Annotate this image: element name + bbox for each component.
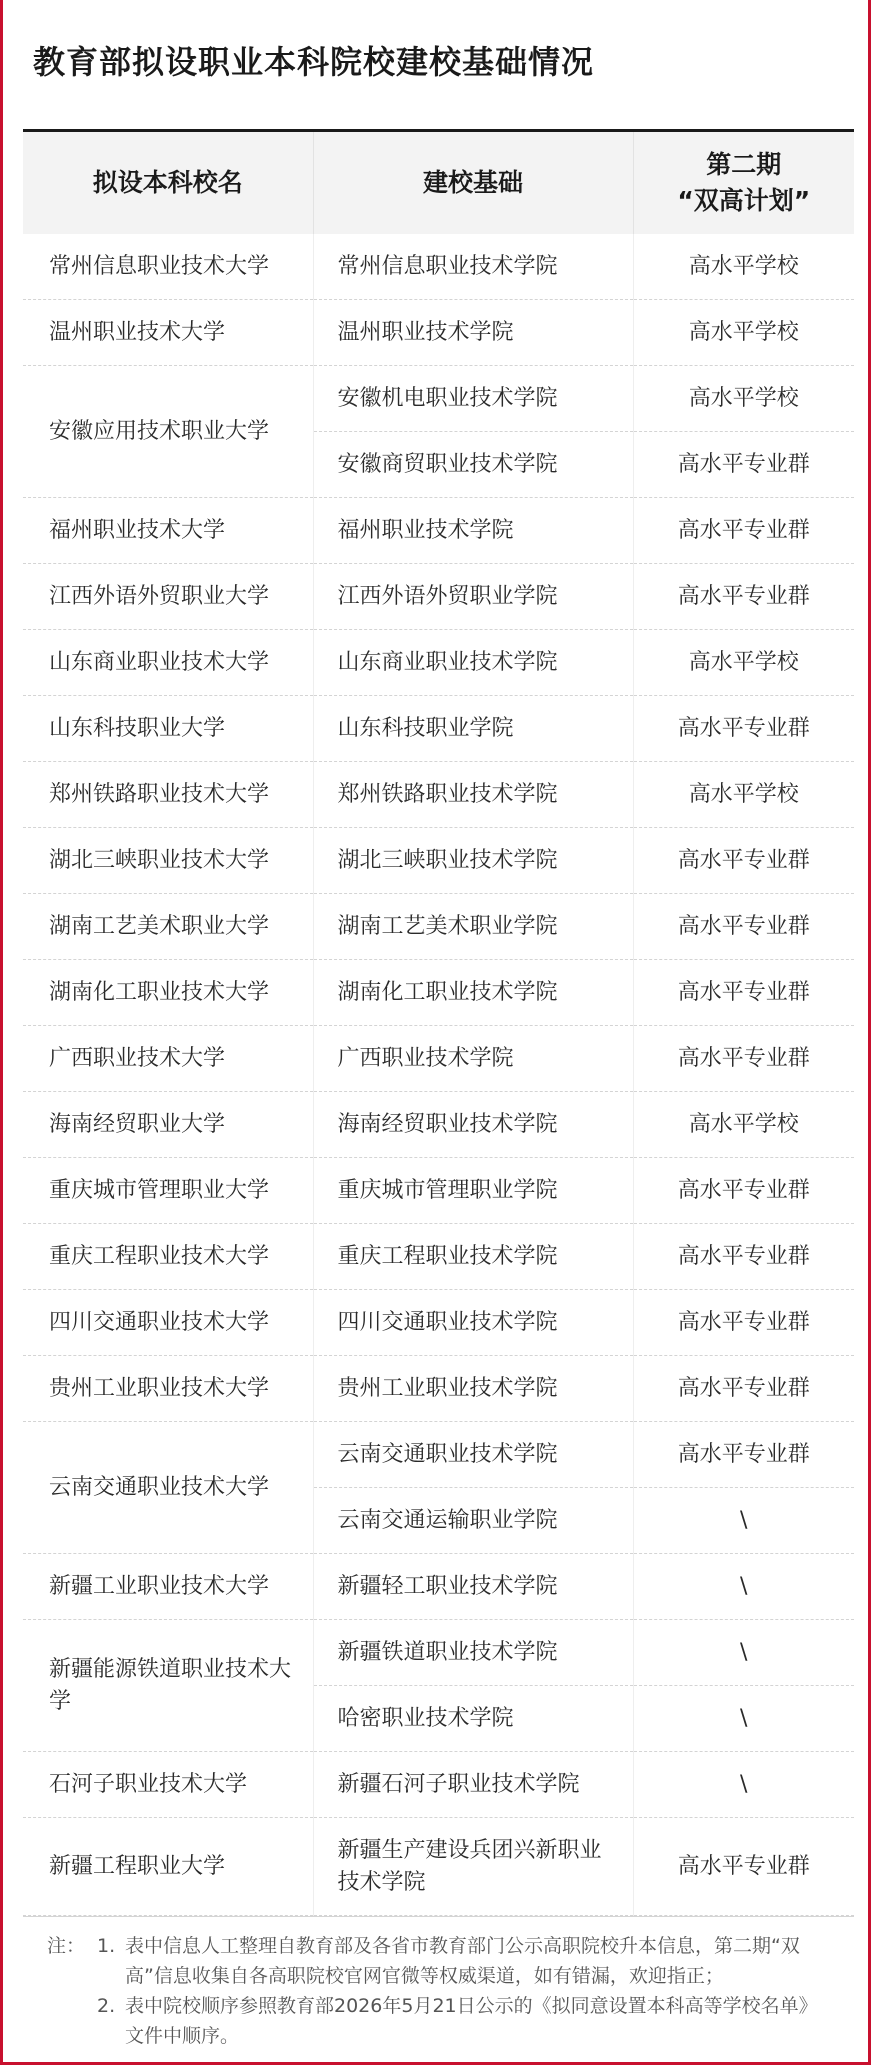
footnote-text: 表中信息人工整理自教育部及各省市教育部门公示高职院校升本信息，第二期“双高”信息收集自各高职院校官网官微等权威渠道，如有错漏，欢迎指正； bbox=[125, 1935, 800, 1987]
base-school-cell: 新疆石河子职业技术学院 bbox=[313, 1752, 633, 1818]
base-school-cell: 云南交通运输职业学院 bbox=[313, 1488, 633, 1554]
double-high-level-cell: 高水平专业群 bbox=[633, 960, 854, 1026]
table-row bbox=[23, 234, 854, 300]
table-row bbox=[23, 1092, 854, 1158]
base-school-cell: 新疆铁道职业技术学院 bbox=[313, 1620, 633, 1686]
base-school-cell: 郑州铁路职业技术学院 bbox=[313, 762, 633, 828]
table-row bbox=[23, 1554, 854, 1620]
double-high-level-cell: \ bbox=[633, 1752, 854, 1818]
double-high-level-cell: \ bbox=[633, 1488, 854, 1554]
school-name-cell: 湖北三峡职业技术大学 bbox=[23, 828, 313, 894]
school-name-cell: 新疆能源铁道职业技术大学 bbox=[23, 1620, 313, 1752]
footnote-text: 表中院校顺序参照教育部2026年5月21日公示的《拟同意设置本科高等学校名单》文件中顺序。 bbox=[125, 1995, 818, 2047]
base-school-cell: 湖北三峡职业技术学院 bbox=[313, 828, 633, 894]
base-school-cell: 安徽商贸职业技术学院 bbox=[313, 432, 633, 498]
school-name-cell: 郑州铁路职业技术大学 bbox=[23, 762, 313, 828]
table-row bbox=[23, 498, 854, 564]
table-row bbox=[23, 1752, 854, 1818]
base-school-cell: 新疆轻工职业技术学院 bbox=[313, 1554, 633, 1620]
footnote-number: 1. bbox=[97, 1935, 116, 1957]
school-name-cell: 湖南化工职业技术大学 bbox=[23, 960, 313, 1026]
footnote-number: 2. bbox=[97, 1995, 116, 2017]
base-school-cell: 重庆城市管理职业学院 bbox=[313, 1158, 633, 1224]
table-row bbox=[23, 300, 854, 366]
table-row bbox=[23, 1620, 854, 1686]
school-name-cell: 山东商业职业技术大学 bbox=[23, 630, 313, 696]
table-row bbox=[23, 1158, 854, 1224]
double-high-level-cell: 高水平专业群 bbox=[633, 1290, 854, 1356]
table-row bbox=[23, 1818, 854, 1916]
base-school-cell: 湖南工艺美术职业学院 bbox=[313, 894, 633, 960]
table-row bbox=[23, 1422, 854, 1488]
base-school-cell: 福州职业技术学院 bbox=[313, 498, 633, 564]
base-school-cell: 哈密职业技术学院 bbox=[313, 1686, 633, 1752]
footnote-2 bbox=[23, 1991, 854, 2051]
table-row bbox=[23, 1026, 854, 1092]
base-school-cell: 江西外语外贸职业学院 bbox=[313, 564, 633, 630]
school-name-cell: 江西外语外贸职业大学 bbox=[23, 564, 313, 630]
double-high-level-cell: \ bbox=[633, 1554, 854, 1620]
table-row bbox=[23, 762, 854, 828]
header-school-name: 拟设本科校名 bbox=[23, 132, 313, 234]
table-header bbox=[23, 132, 854, 234]
school-name-cell: 福州职业技术大学 bbox=[23, 498, 313, 564]
table-row bbox=[23, 366, 854, 432]
schools-table bbox=[23, 132, 854, 1916]
base-school-cell: 山东商业职业技术学院 bbox=[313, 630, 633, 696]
double-high-level-cell: 高水平专业群 bbox=[633, 1422, 854, 1488]
double-high-level-cell: 高水平专业群 bbox=[633, 1026, 854, 1092]
base-school-cell: 重庆工程职业技术学院 bbox=[313, 1224, 633, 1290]
double-high-level-cell: 高水平学校 bbox=[633, 300, 854, 366]
double-high-level-cell: 高水平学校 bbox=[633, 630, 854, 696]
school-name-cell: 重庆城市管理职业大学 bbox=[23, 1158, 313, 1224]
school-name-cell: 新疆工程职业大学 bbox=[23, 1818, 313, 1916]
table-body bbox=[23, 234, 854, 1916]
school-name-cell: 贵州工业职业技术大学 bbox=[23, 1356, 313, 1422]
double-high-level-cell: 高水平专业群 bbox=[633, 894, 854, 960]
base-school-cell: 海南经贸职业技术学院 bbox=[313, 1092, 633, 1158]
table-row bbox=[23, 828, 854, 894]
page-title: 教育部拟设职业本科院校建校基础情况 bbox=[33, 43, 595, 81]
footnote-1 bbox=[23, 1931, 854, 1991]
double-high-level-cell: 高水平学校 bbox=[633, 366, 854, 432]
double-high-level-cell: 高水平学校 bbox=[633, 234, 854, 300]
base-school-cell: 四川交通职业技术学院 bbox=[313, 1290, 633, 1356]
double-high-level-cell: 高水平专业群 bbox=[633, 1356, 854, 1422]
double-high-level-cell: 高水平专业群 bbox=[633, 432, 854, 498]
double-high-level-cell: \ bbox=[633, 1686, 854, 1752]
school-name-cell: 重庆工程职业技术大学 bbox=[23, 1224, 313, 1290]
header-base: 建校基础 bbox=[313, 132, 633, 234]
double-high-level-cell: \ bbox=[633, 1620, 854, 1686]
base-school-cell: 云南交通职业技术学院 bbox=[313, 1422, 633, 1488]
double-high-level-cell: 高水平专业群 bbox=[633, 564, 854, 630]
school-name-cell: 温州职业技术大学 bbox=[23, 300, 313, 366]
school-name-cell: 山东科技职业大学 bbox=[23, 696, 313, 762]
base-school-cell: 贵州工业职业技术学院 bbox=[313, 1356, 633, 1422]
table-row bbox=[23, 1224, 854, 1290]
header-double-high: 第二期 “双高计划” bbox=[633, 132, 854, 234]
double-high-level-cell: 高水平专业群 bbox=[633, 498, 854, 564]
double-high-level-cell: 高水平专业群 bbox=[633, 1158, 854, 1224]
base-school-cell: 湖南化工职业技术学院 bbox=[313, 960, 633, 1026]
school-name-cell: 石河子职业技术大学 bbox=[23, 1752, 313, 1818]
base-school-cell: 广西职业技术学院 bbox=[313, 1026, 633, 1092]
double-high-level-cell: 高水平专业群 bbox=[633, 696, 854, 762]
table-row bbox=[23, 564, 854, 630]
school-name-cell: 安徽应用技术职业大学 bbox=[23, 366, 313, 498]
table-row bbox=[23, 960, 854, 1026]
table-row bbox=[23, 1356, 854, 1422]
base-school-cell: 新疆生产建设兵团兴新职业技术学院 bbox=[313, 1818, 633, 1916]
table-row bbox=[23, 1290, 854, 1356]
school-name-cell: 海南经贸职业大学 bbox=[23, 1092, 313, 1158]
table-row bbox=[23, 894, 854, 960]
double-high-level-cell: 高水平专业群 bbox=[633, 828, 854, 894]
double-high-level-cell: 高水平学校 bbox=[633, 762, 854, 828]
double-high-level-cell: 高水平专业群 bbox=[633, 1224, 854, 1290]
table-row bbox=[23, 630, 854, 696]
school-name-cell: 广西职业技术大学 bbox=[23, 1026, 313, 1092]
base-school-cell: 安徽机电职业技术学院 bbox=[313, 366, 633, 432]
school-name-cell: 新疆工业职业技术大学 bbox=[23, 1554, 313, 1620]
school-name-cell: 云南交通职业技术大学 bbox=[23, 1422, 313, 1554]
base-school-cell: 温州职业技术学院 bbox=[313, 300, 633, 366]
table-row bbox=[23, 696, 854, 762]
footnotes bbox=[23, 1916, 854, 2051]
school-name-cell: 四川交通职业技术大学 bbox=[23, 1290, 313, 1356]
footnote-prefix: 注： bbox=[47, 1935, 86, 1957]
base-school-cell: 常州信息职业技术学院 bbox=[313, 234, 633, 300]
base-school-cell: 山东科技职业学院 bbox=[313, 696, 633, 762]
double-high-level-cell: 高水平学校 bbox=[633, 1092, 854, 1158]
school-name-cell: 常州信息职业技术大学 bbox=[23, 234, 313, 300]
school-name-cell: 湖南工艺美术职业大学 bbox=[23, 894, 313, 960]
double-high-level-cell: 高水平专业群 bbox=[633, 1818, 854, 1916]
